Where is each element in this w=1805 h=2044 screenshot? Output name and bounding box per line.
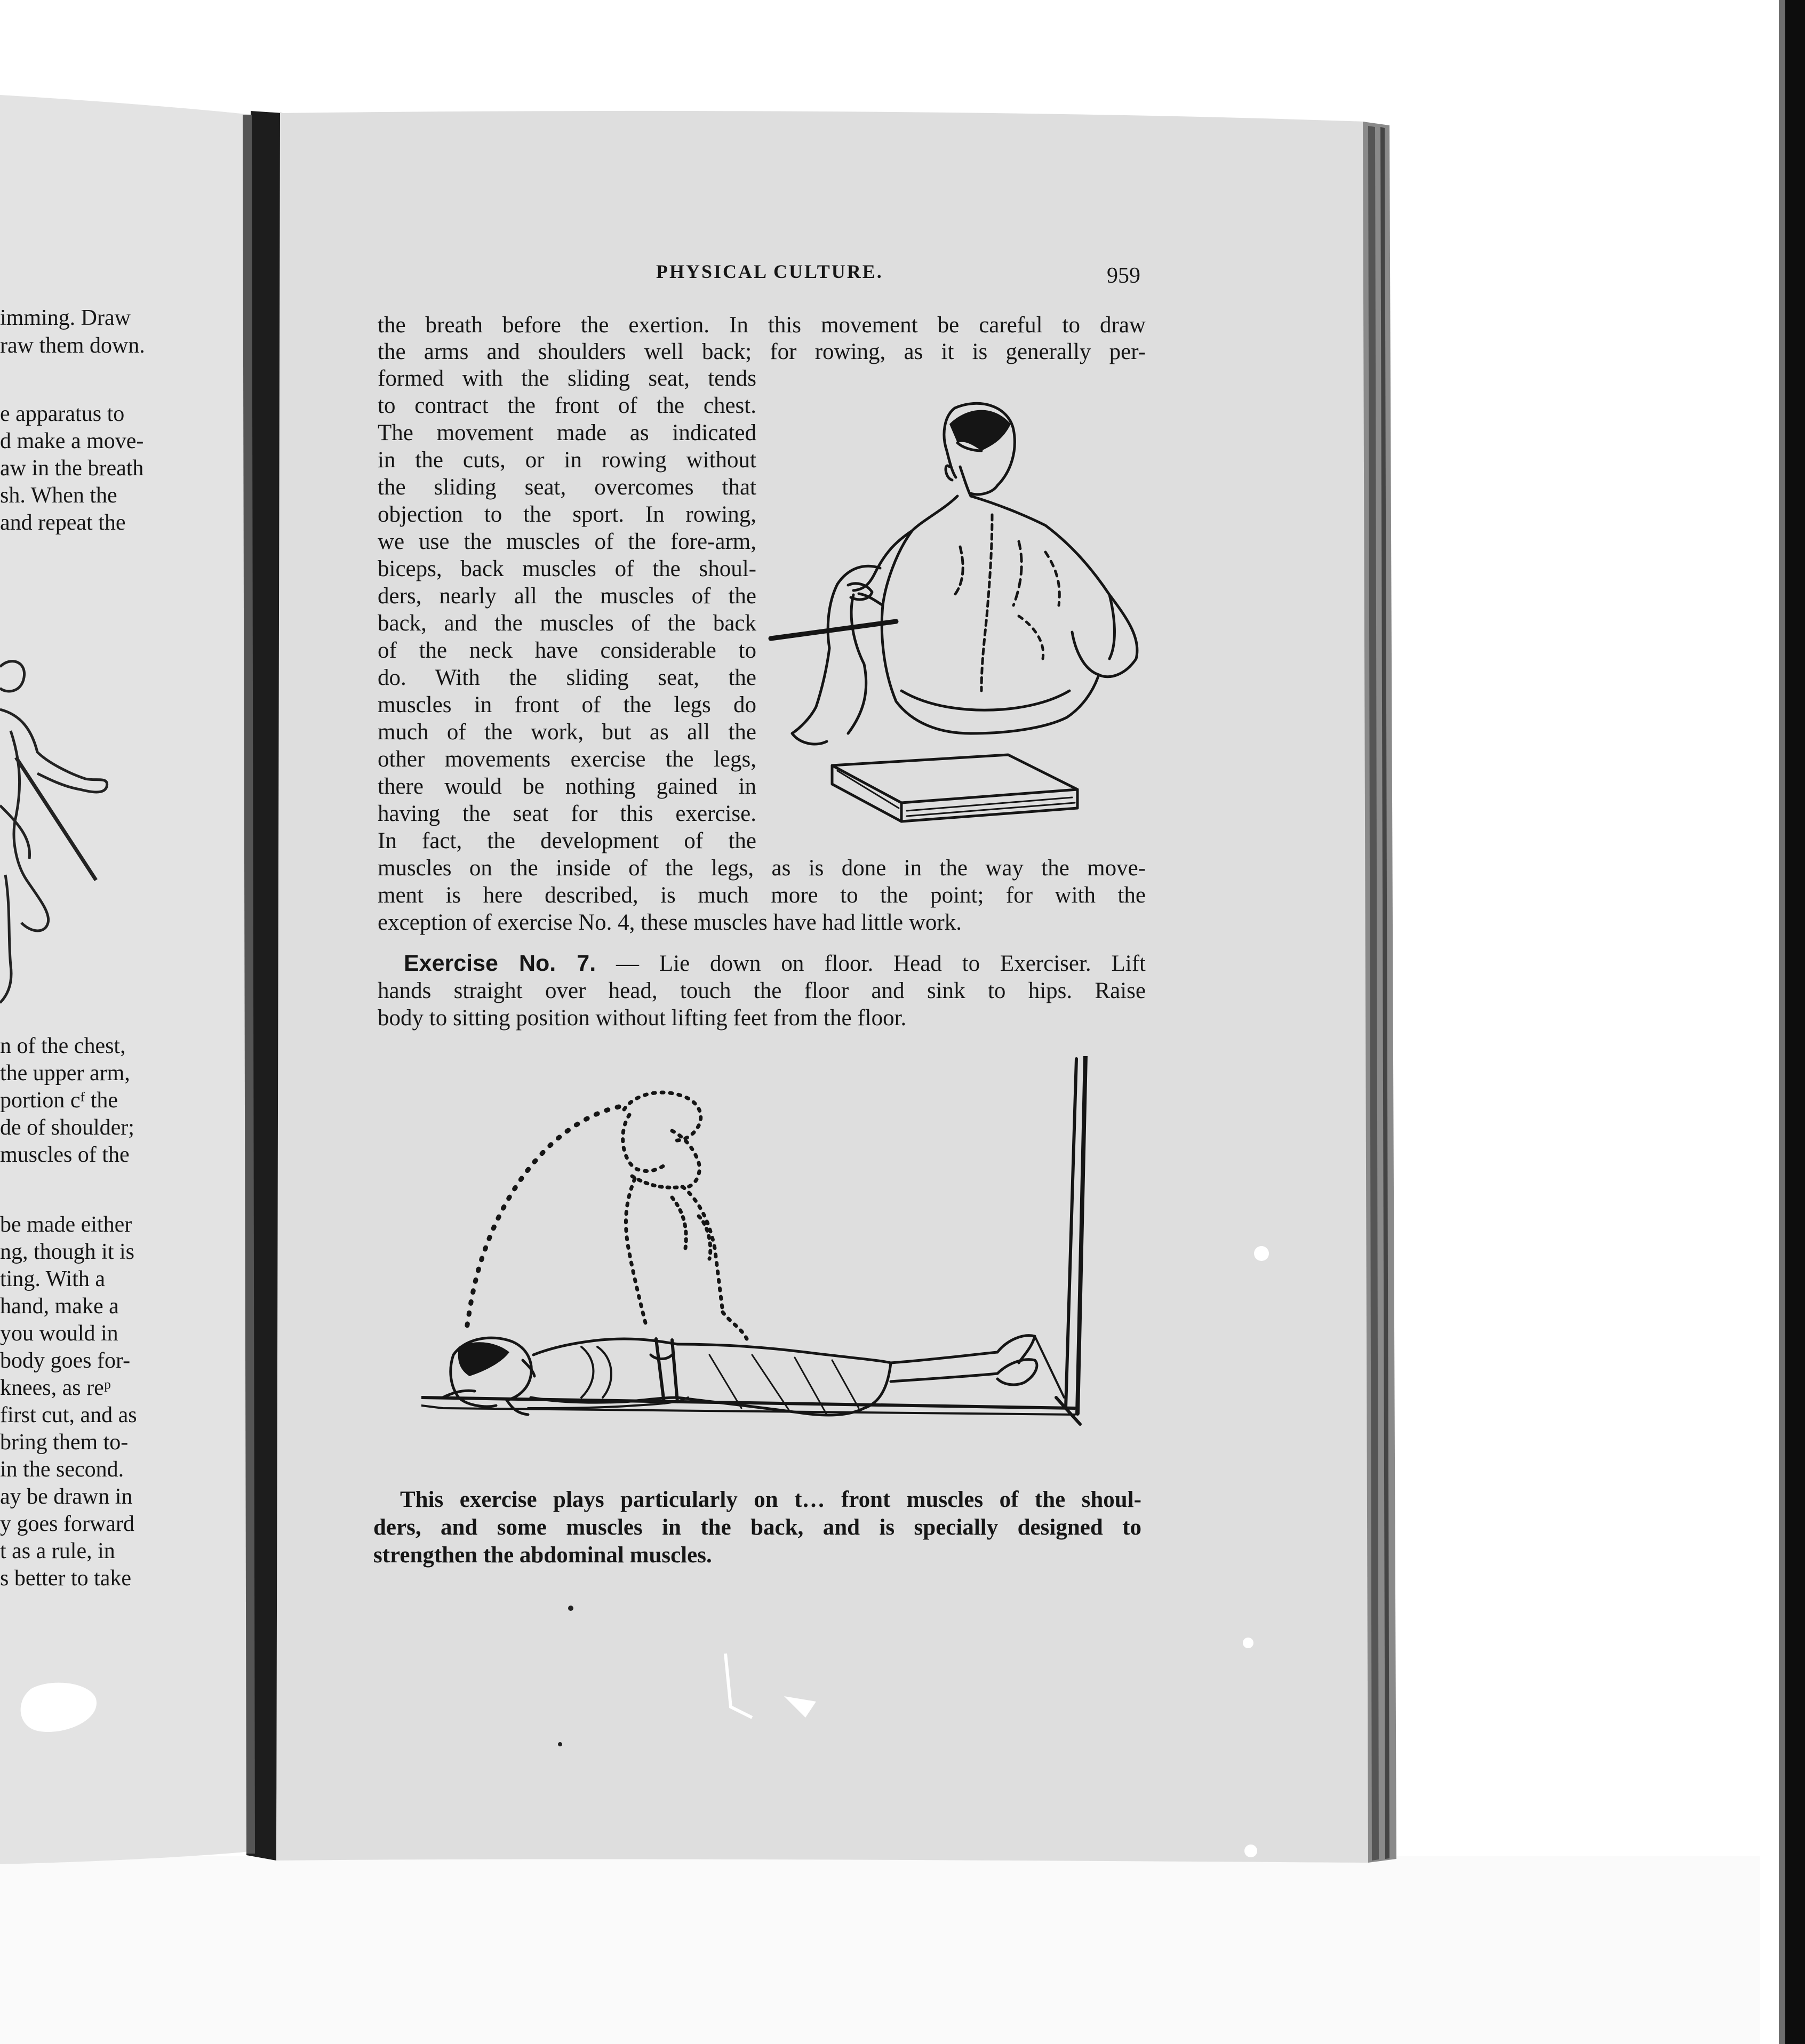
left-page-line: ay be drawn in [0,1484,133,1509]
left-page-line: the upper arm, [0,1061,130,1085]
body-line: muscles on the inside of the legs, as is done in the way the move- [378,856,1146,881]
body-line: the sliding seat, overcomes that [378,475,756,500]
body-line: having the seat for this exercise. [378,801,756,826]
left-page-line: t as a rule, in [0,1539,115,1563]
body-line: we use the muscles of the fore-arm, [378,529,756,554]
body-line: much of the work, but as all the [378,720,756,745]
exercise-line-text: — Lie down on floor. Head to Exerciser. Lift [596,951,1146,976]
left-page-line: you would in [0,1321,118,1346]
page-number: 959 [1107,264,1140,288]
left-page-line: portion cᶠ the [0,1088,118,1113]
left-page-line: y goes forward [0,1512,134,1536]
left-page-line: and repeat the [0,510,126,535]
left-page-line: de of shoulder; [0,1115,134,1140]
left-page-line: first cut, and as [0,1403,137,1427]
left-page-line: bring them to- [0,1430,129,1455]
body-line: ders, nearly all the muscles of the [378,584,756,609]
body-line: objection to the sport. In rowing, [378,502,756,527]
running-head: PHYSICAL CULTURE. [656,261,883,282]
body-line: to contract the front of the chest. [378,393,756,418]
left-page-line: s better to take [0,1566,132,1591]
exercise-line: hands straight over head, touch the floor and sink to hips. Raise [378,978,1146,1003]
left-page-figure-fragment [0,645,112,1019]
body-line: biceps, back muscles of the shoul- [378,556,756,581]
left-page-line: ng, though it is [0,1240,135,1264]
caption-line: ders, and some muscles in the back, and is specially designed to [373,1515,1141,1540]
body-line: exception of exercise No. 4, these muscles have had little work. [378,910,962,935]
left-page-line: raw them down. [0,333,145,358]
body-line: The movement made as indicated [378,420,756,445]
body-line: formed with the sliding seat, tends [378,366,756,391]
body-line: there would be nothing gained in [378,774,756,799]
left-page-line: aw in the breath [0,456,144,481]
left-page-line: be made either [0,1212,132,1237]
body-line: other movements exercise the legs, [378,747,756,772]
exercise-heading: Exercise No. 7. [404,951,596,976]
left-page-line: imming. Draw [0,306,131,330]
left-page-line: hand, make a [0,1294,119,1319]
body-line: In fact, the development of the [378,828,756,853]
body-line: muscles in front of the legs do [378,692,756,717]
left-page-line: body goes for- [0,1348,131,1373]
floor-exercise-illustration [421,1056,1088,1472]
left-page-line: ting. With a [0,1267,106,1291]
left-page-line: muscles of the [0,1143,130,1167]
body-line: the arms and shoulders well back; for rowing, as it is generally per- [378,339,1146,364]
caption-line: This exercise plays particularly on t… front muscles of the shoul- [400,1487,1141,1512]
seated-rower-illustration [768,392,1152,835]
left-page-line: sh. When the [0,483,117,508]
exercise-line [404,952,1146,975]
body-line: ment is here described, is much more to the point; for with the [378,883,1146,908]
body-line: the breath before the exertion. In this movement be careful to draw [378,313,1146,338]
body-line: back, and the muscles of the back [378,611,756,636]
body-line: in the cuts, or in rowing without [378,448,756,473]
body-line: of the neck have considerable to [378,638,756,663]
exercise-line: body to sitting position without lifting feet from the floor. [378,1005,907,1031]
left-page-line: e apparatus to [0,402,125,426]
left-page-line: knees, as reᵖ [0,1376,111,1400]
caption-line: strengthen the abdominal muscles. [373,1543,712,1568]
left-page-line: d make a move- [0,429,144,453]
body-line: do. With the sliding seat, the [378,665,756,690]
left-page-line: n of the chest, [0,1034,126,1058]
left-page-line: in the second. [0,1457,124,1482]
